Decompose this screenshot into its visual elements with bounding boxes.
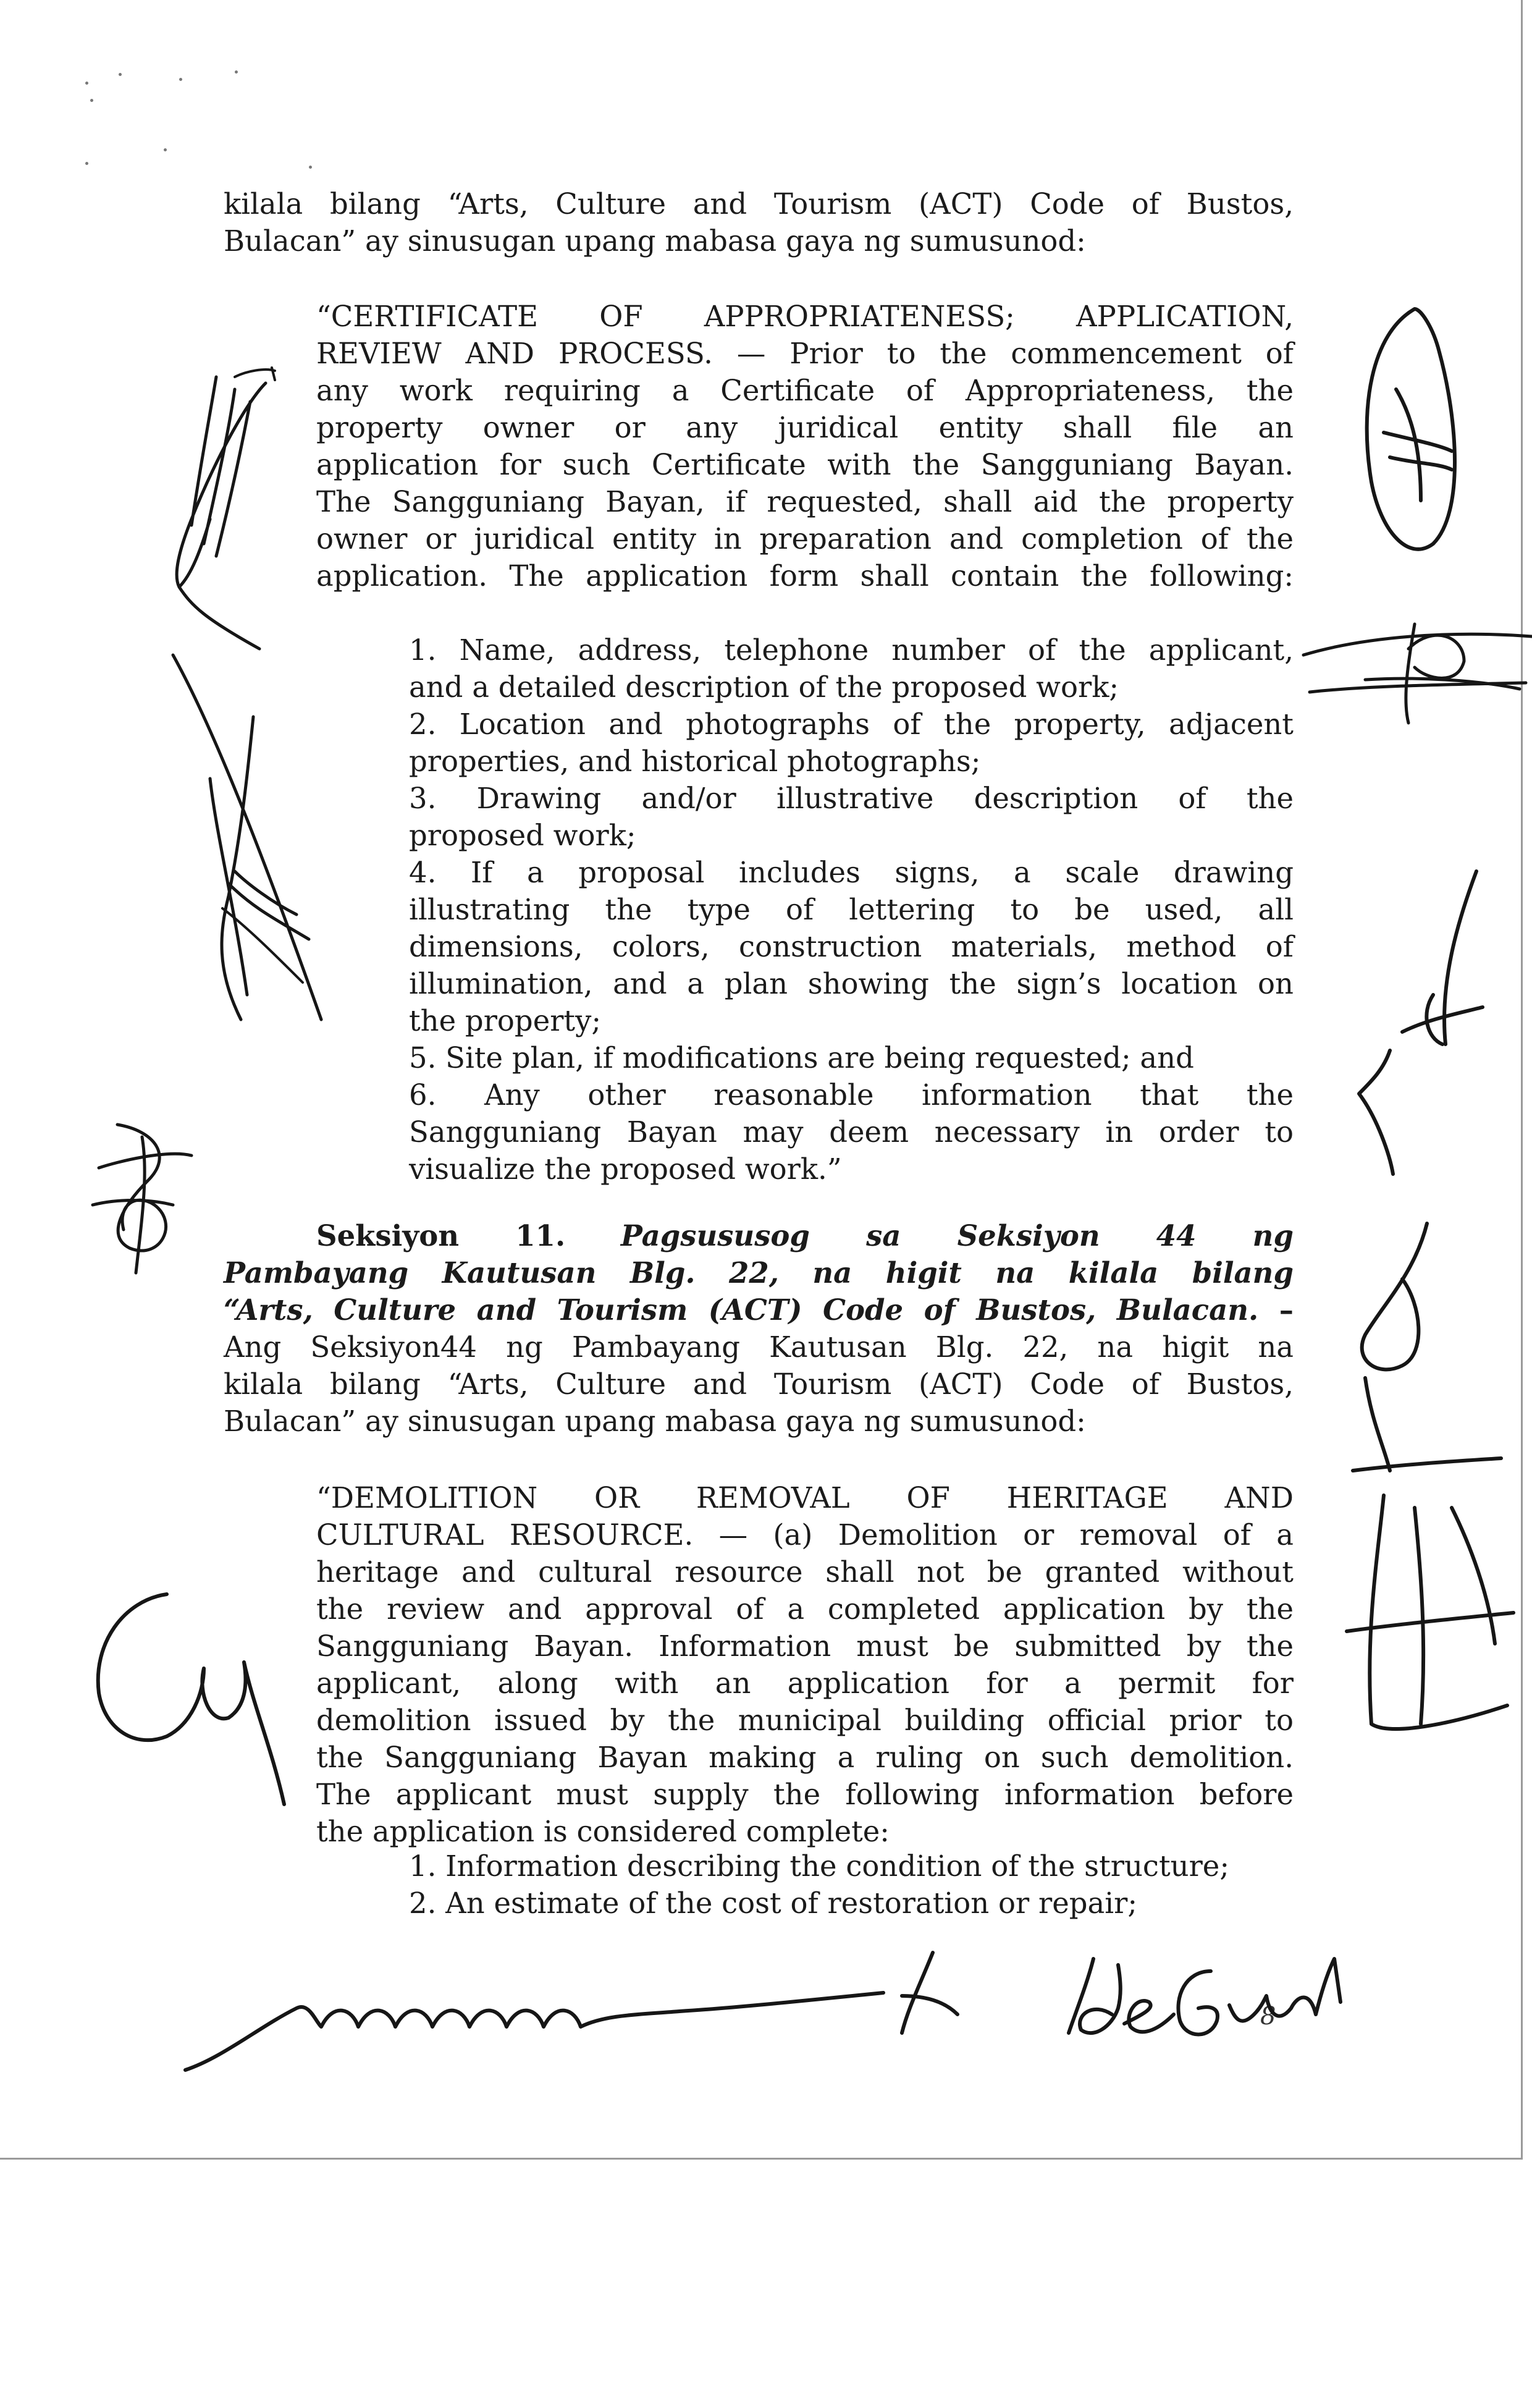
- section-dash: –: [1258, 1293, 1294, 1327]
- scan-speck: [235, 70, 238, 74]
- page-number: 8: [1260, 2002, 1276, 2030]
- coa-line: application. The application form shall contain the following:: [316, 559, 1294, 593]
- list-line: 3. Drawing and/or illustrative description of the: [409, 782, 1294, 815]
- signature-right-2: [1291, 612, 1532, 735]
- demolition-line: applicant, along with an application for a permit for: [316, 1667, 1294, 1700]
- coa-line: owner or juridical entity in preparation and completion of the: [316, 522, 1294, 556]
- section-body-line: Bulacan” ay sinusugan upang mabasa gaya ng sumusunod:: [224, 1405, 1086, 1438]
- signature-de-guzman: [1050, 1946, 1347, 2045]
- coa-line: The Sangguniang Bayan, if requested, shall aid the property: [316, 485, 1294, 518]
- section-11: [224, 1217, 1294, 1440]
- section-title-line: [224, 1291, 1294, 1329]
- scan-speck: [90, 99, 93, 102]
- list-line: 2. Location and photographs of the property, adjacent: [409, 708, 1294, 741]
- demolition-line: The applicant must supply the following information before: [316, 1778, 1294, 1811]
- signature-right-3: [1334, 859, 1495, 1180]
- demolition-paragraph: [316, 1479, 1294, 1850]
- scan-speck: [179, 78, 182, 81]
- coa-line: application for such Certificate with the Sangguniang Bayan.: [316, 448, 1294, 481]
- scan-speck: [164, 148, 167, 151]
- section-title: Pambayang Kautusan Blg. 22, na higit na kilala bilang: [224, 1256, 1294, 1290]
- list-line: visualize the proposed work.”: [409, 1152, 842, 1186]
- scan-speck: [85, 82, 88, 85]
- signature-left-1: [142, 365, 278, 661]
- coa-line: REVIEW AND PROCESS. — Prior to the commencement of: [316, 337, 1294, 370]
- demolition-line: the Sangguniang Bayan making a ruling on such demolition.: [316, 1741, 1294, 1774]
- section-label: Seksiyon 11.: [316, 1219, 566, 1253]
- section-title: “Arts, Culture and Tourism (ACT) Code of Bustos, Bulacan.: [224, 1293, 1259, 1327]
- list-line: illustrating the type of lettering to be used, all: [409, 893, 1294, 926]
- coa-list: [409, 632, 1294, 1188]
- demolition-line: demolition issued by the municipal building official prior to: [316, 1704, 1294, 1737]
- coa-line: “CERTIFICATE OF APPROPRIATENESS; APPLICATION,: [316, 300, 1294, 333]
- section-heading-line: [224, 1217, 1294, 1254]
- demolition-line: CULTURAL RESOURCE. — (a) Demolition or removal of a: [316, 1518, 1294, 1552]
- intro-paragraph: [224, 185, 1294, 260]
- intro-line: Bulacan” ay sinusugan upang mabasa gaya ng sumusunod:: [224, 224, 1086, 258]
- scan-speck: [119, 73, 122, 76]
- demolition-line: “DEMOLITION OR REMOVAL OF HERITAGE AND: [316, 1481, 1294, 1515]
- list-line: and a detailed description of the proposed work;: [409, 670, 1119, 704]
- list-line: 1. Information describing the condition of the structure;: [409, 1849, 1229, 1883]
- scan-speck: [309, 166, 312, 169]
- intro-line: kilala bilang “Arts, Culture and Tourism (ACT) Code of Bustos,: [224, 187, 1294, 221]
- section-body-line: kilala bilang “Arts, Culture and Tourism (ACT) Code of Bustos,: [224, 1367, 1294, 1401]
- coa-paragraph: [316, 298, 1294, 594]
- list-line: illumination, and a plan showing the sign’s location on: [409, 967, 1294, 1000]
- list-line: properties, and historical photographs;: [409, 745, 981, 778]
- section-title: Pagsususog sa Seksiyon 44 ng: [620, 1219, 1294, 1253]
- signature-left-3: [80, 1112, 204, 1285]
- list-line: 5. Site plan, if modifications are being requested; and: [409, 1041, 1194, 1075]
- coa-line: any work requiring a Certificate of Appropriateness, the: [316, 374, 1294, 407]
- list-line: 1. Name, address, telephone number of the applicant,: [409, 633, 1294, 667]
- coa-line: property owner or any juridical entity shall file an: [316, 411, 1294, 444]
- signature-left-4: [74, 1582, 309, 1817]
- list-line: proposed work;: [409, 819, 636, 852]
- demolition-line: the application is considered complete:: [316, 1815, 890, 1848]
- list-line: dimensions, colors, construction materials, method of: [409, 930, 1294, 963]
- signature-right-1: [1347, 297, 1470, 568]
- demolition-line: the review and approval of a completed application by the: [316, 1592, 1294, 1626]
- list-line: the property;: [409, 1004, 602, 1037]
- list-line: Sangguniang Bayan may deem necessary in order to: [409, 1115, 1294, 1149]
- section-body-line: Ang Seksiyon44 ng Pambayang Kautusan Blg. 22, na higit na: [224, 1330, 1294, 1364]
- demolition-list: [409, 1848, 1294, 1922]
- demolition-line: Sangguniang Bayan. Information must be submitted by the: [316, 1629, 1294, 1663]
- demolition-line: heritage and cultural resource shall not be granted without: [316, 1555, 1294, 1589]
- signature-right-4: [1328, 1211, 1526, 1767]
- signature-left-2: [154, 649, 352, 1032]
- list-line: 2. An estimate of the cost of restoration or repair;: [409, 1886, 1138, 1920]
- list-line: 6. Any other reasonable information that the: [409, 1078, 1294, 1112]
- scan-speck: [85, 162, 88, 165]
- list-line: 4. If a proposal includes signs, a scale drawing: [409, 856, 1294, 889]
